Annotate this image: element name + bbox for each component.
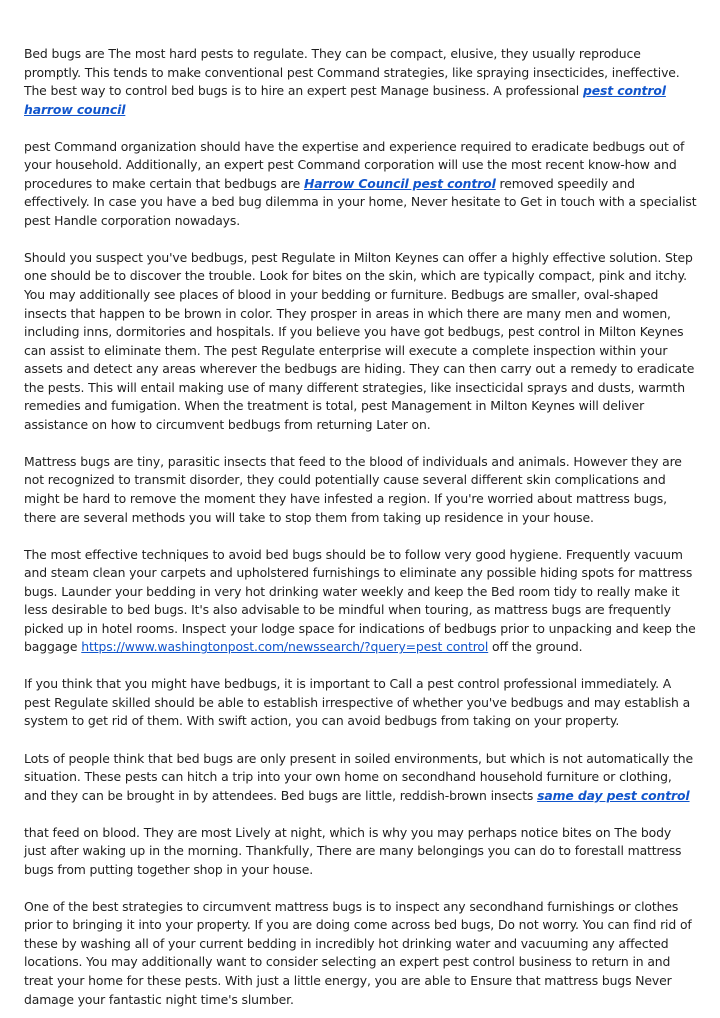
paragraph-2 <box>24 138 697 231</box>
paragraph-1 <box>24 45 697 119</box>
paragraph-7-text-before: Lots of people think that bed bugs are only present in soiled environments, but which is not automatically the situation. These pests can hitch a trip into your own home on secondhand household furniture or clothing, and they can be brought in by attendees. Bed bugs are little, reddish-brown insects <box>24 750 693 803</box>
link-harrow-council-pest-control[interactable]: Harrow Council pest control <box>303 175 496 191</box>
link-same-day-pest-control[interactable]: same day pest control <box>537 787 690 803</box>
paragraph-6: If you think that you might have bedbugs, it is important to Call a pest control professional immediately. A pest Regulate skilled should be able to establish irrespective of whether you've bedbugs and may establish a system to get rid of them. With swift action, you can avoid bedbugs from taking on your property. <box>24 676 691 729</box>
paragraph-3: Should you suspect you've bedbugs, pest Regulate in Milton Keynes can offer a highly effective solution. Step one should be to discover the trouble. Look for bites on the skin, which are typically compact, pink and itchy. You may additionally see places of blood in your bedding or furniture. Bedbugs are smaller, oval-shaped insects that happen to be brown in color. They prosper in areas in which there are many men and women, including inns, dormitories and hospitals. If you believe you have got bedbugs, pest control in Milton Keynes can assist to eliminate them. The pest Regulate enterprise will execute a complete inspection within your assets and detect any areas wherever the bedbugs are hiding. They can then carry out a remedy to eradicate the pests. This will entail making use of many different strategies, like insecticidal sprays and dusts, warmth remedies and fumigation. When the treatment is total, pest Management in Milton Keynes will deliver assistance on how to circumvent bedbugs from returning Later on. <box>24 249 695 432</box>
paragraph-5-text-before: The most effective techniques to avoid bed bugs should be to follow very good hygiene. Frequently vacuum and steam clean your carpets and upholstered furnishings to eliminate any possible hiding spots for mattress bugs. Launder your bedding in very hot drinking water weekly and keep the Bed room tidy to really make it less desirable to bed bugs. It's also advisable to be mindful when touring, as mattress bugs are frequently picked up in hotel rooms. Inspect your lodge space for indications of bedbugs prior to unpacking and keep the baggage <box>24 546 696 655</box>
paragraph-2-text-before: pest Command organization should have the expertise and experience required to eradicate bedbugs out of your household. Additionally, an expert pest Command corporation will use the most recent know-how and procedures to make certain that bedbugs are <box>24 138 685 191</box>
link-pest-control-harrow-council[interactable]: pest control harrow council <box>24 83 666 117</box>
link-washingtonpost-search[interactable]: https://www.washingtonpost.com/newssearch/?query=pest control <box>81 639 489 655</box>
paragraph-1-text-before: Bed bugs are The most hard pests to regulate. They can be compact, elusive, they usually reproduce promptly. This tends to make conventional pest Command strategies, like spraying insecticides, ineffective. The best way to control bed bugs is to hire an expert pest Manage business. A professional <box>24 46 680 99</box>
paragraph-9: One of the best strategies to circumvent mattress bugs is to inspect any secondhand furnishings or clothes prior to bringing it into your property. If you are doing come across bed bugs, Do not worry. You can find rid of these by washing all of your current bedding in incredibly hot drinking water and vacuuming any affected locations. You may additionally want to consider selecting an expert pest control business to return in and treat your home for these pests. With just a little energy, you are able to Ensure that mattress bugs Never damage your fantastic night time's slumber. <box>24 898 692 1007</box>
paragraph-4: Mattress bugs are tiny, parasitic insects that feed to the blood of individuals and animals. However they are not recognized to transmit disorder, they could potentially cause several different skin complications and might be hard to remove the moment they have infested a region. If you're worried about mattress bugs, there are several methods you will take to stop them from taking up residence in your house. <box>24 453 682 525</box>
paragraph-8: that feed on blood. They are most Lively at night, which is why you may perhaps notice bites on The body just after waking up in the morning. Thankfully, There are many belongings you can do to forestall mattress bugs from putting together shop in your house. <box>24 824 682 877</box>
paragraph-5 <box>24 546 697 657</box>
paragraph-5-text-after: off the ground. <box>488 639 583 655</box>
paragraph-2-text-after: removed speedily and effectively. In case you have a bed bug dilemma in your home, Never hesitate to Get in touch with a specialist pest Handle corporation nowadays. <box>24 175 697 228</box>
paragraph-7 <box>24 750 697 806</box>
